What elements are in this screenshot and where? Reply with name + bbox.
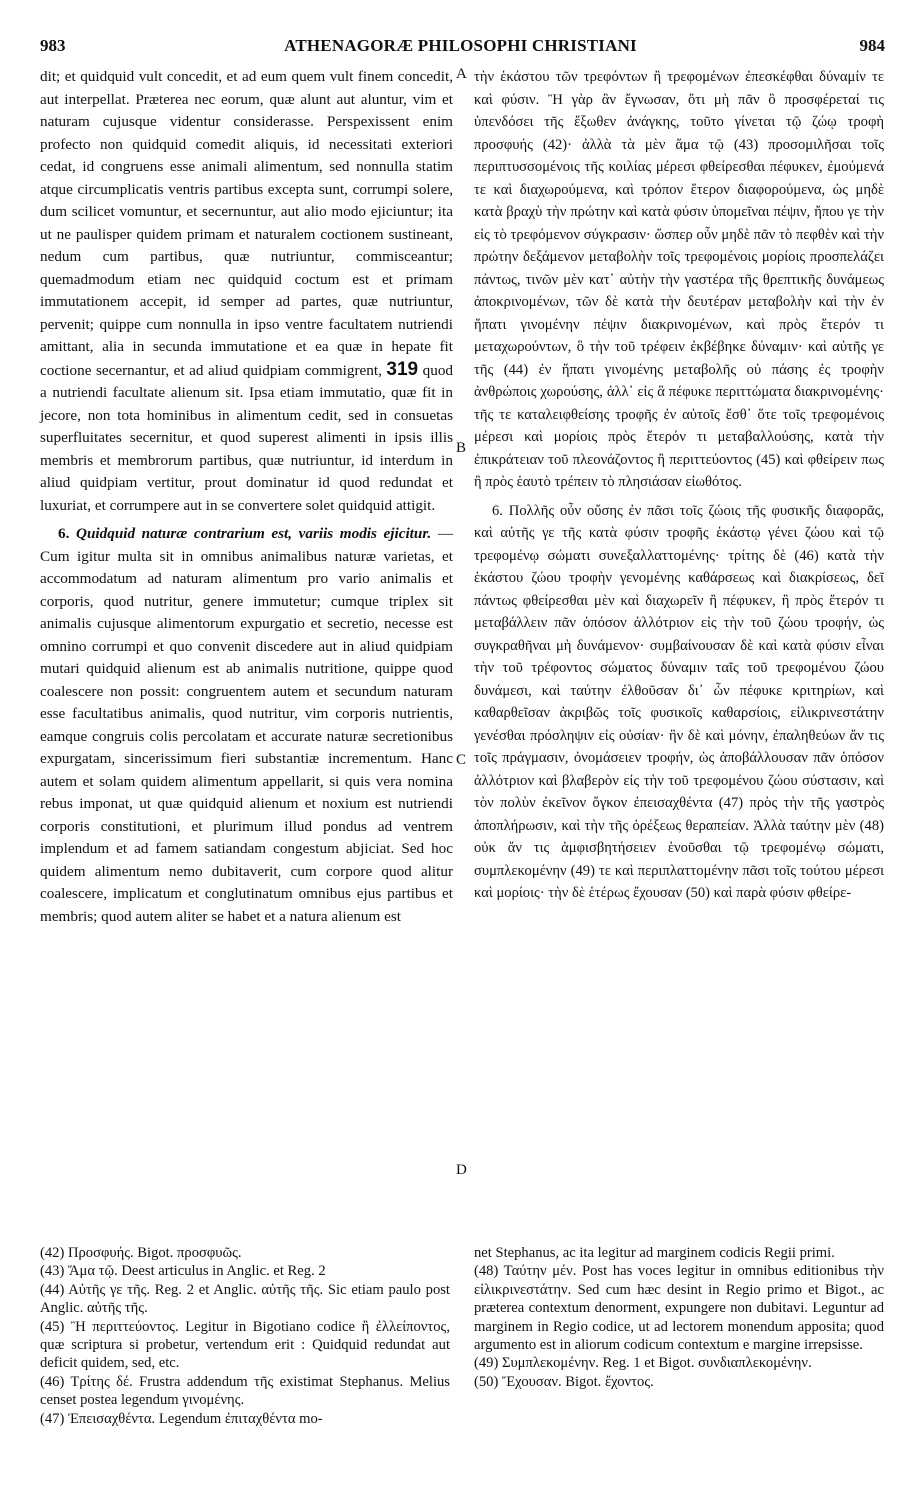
latin-paragraph-1-text: dit; et quidquid vult concedit, et ad eum quem vult finem concedit, aut interpellat. Præterea nec eorum, quæ alunt aut aluntur, vim et naturam cujusque videntur considerasse. Perspexissent enim profecto non quidquid comedit aliquis, id necessitati exteriori cedat, id congruens esse animali alimentum, sed nonnulla statim atque circumplicatis ventris partibus excepta sunt, corrumpi solere, dum scilicet vomuntur, et secernuntur, aut alio modo ejiciuntur; ita ut ne paulisper quidem primam et naturalem coctionem sustineant, nedum cum partibus, quæ nutriuntur, commisceantur; quemadmodum etiam nec quidquid coctum est et primam immutationem accepit, id semper ad partes, quæ nutriuntur, pervenit; quippe cum nonnulla in ipso ventre facultatem nutriendi amittant, alia in secunda immutatione et ea quæ in hepate fit coctione secernantur, et ad aliud quidpiam commigrent, xyxy=(40,68,453,379)
latin-column xyxy=(40,66,453,928)
greek-paragraph-1 xyxy=(474,66,884,494)
footnote-48: (48) Ταύτην μέν. Post has voces legitur in omnibus editionibus τὴν εἰλικρινεστάτην. Sed cum hæc desint in Regio primo et Bigot., ac præterea contextum denorment, expungere non dubitavi. Leguntur ad marginem in Regio codice, ut ad lectorem monendum apposita; quod argumento est in aliorum codicum contextum e margine irrepsisse. xyxy=(474,1263,884,1354)
footnote-45: (45) Ἢ περιττεύοντος. Legitur in Bigotiano codice ἢ ἐλλείποντος, quæ scriptura si probetur, vertendum erit : Quidquid redundat aut deficit quidem, sed, etc. xyxy=(40,1318,450,1372)
greek-paragraph-2-text: Πολλῆς οὖν οὔσης ἐν πᾶσι τοῖς ζώοις τῆς φυσικῆς διαφορᾶς, καὶ αὐτῆς γε τῆς κατὰ φύσιν τροφῆς ἑκάστῳ γένει ζώου καὶ τῷ τρεφομένῳ σώματι συνεξαλλαττομένης· τρίτης δὲ (46) κατὰ τὴν ἑκάστου ζώου τροφὴν γενομένης καθάρσεως καὶ διακρίσεως, δεῖ πάντως φθείρεσθαι μὲν καὶ διαχωρεῖν ἢ πέφυκεν, ἢ πρὸς ἕτερόν τι μεταβάλλειν πᾶν ὁπόσον ἀλλότριον εἰς τὴν τοῦ ζώου τροφήν, ὡς συγκραθῆναι μὴ δυνάμενον· συμβαίνουσαν δὲ καὶ κατὰ φύσιν εἶναι τὴν τοῦ τρέφοντος σώματος δύναμιν ταῖς τοῦ τρεφομένου ζώου δυνάμεσι, καὶ ταύτην ἐλθοῦσαν δι᾽ ὧν πέφυκε κριτηρίων, καὶ καθαρθεῖσαν ἀκριβῶς τοῖς φυσικοῖς καθαρσίοις, εἰλικρινεστάτην γενέσθαι πρόσληψιν εἰς οὐσίαν· ἣν δὲ καὶ μόνην, ἐπαληθεύων ἄν τις τοῖς πράγμασιν, ὀνομάσειεν τροφήν, ὡς ἀποβάλλουσαν πᾶν ὁπόσον ἀλλότριον καὶ βλαβερὸν εἰς τὴν τοῦ τρεφομένου ζώου σύστασιν, καὶ τὸν πολὺν ἐκεῖνον ὄγκον ἐπεισαχθέντα (47) πρὸς τὴν τῆς γαστρὸς ἀποπλήρωσιν, καὶ τὴν τῆς ὀρέξεως θεραπείαν. Ἀλλὰ ταύτην μὲν (48) οὐκ ἄν τις ἀμφισβητήσειεν ἑνοῦσθαι τῷ τρεφομένῳ σώματι, συμπλεκομένην (49) τε καὶ περιπλαττομένην πᾶσι τοῖς τούτου μέρεσι καὶ μορίοις· τὴν δὲ ἑτέρως ἔχουσαν (50) καὶ παρὰ φύσιν φθείρε- xyxy=(474,502,885,901)
margin-letter-b: B xyxy=(456,440,467,456)
footnotes-right xyxy=(474,1244,884,1391)
footnote-42: (42) Προσφυής. Bigot. προσφυῶς. xyxy=(40,1245,242,1261)
left-page-number: 983 xyxy=(40,36,66,55)
footnote-44: (44) Αὐτῆς γε τῆς. Reg. 2 et Anglic. αὐτῆς τῆς. Sic etiam paulo post Anglic. αὐτῆς τῆς. xyxy=(40,1281,450,1317)
greek-section-number: 6. xyxy=(492,502,503,519)
greek-paragraph-1-text: τὴν ἑκάστου τῶν τρεφόντων ἢ τρεφομένων ἐπεσκέφθαι δύναμίν τε καὶ φύσιν. Ἢ γὰρ ἂν ἔγνωσαν, ὅτι μὴ πᾶν ὃ προσφέρεταί τις ὑπενδόσει τῆς ἔξωθεν ἀνάγκης, τοῦτο γίνεται τῷ ζώῳ τροφὴ προσφυής (42)· ἀλλὰ τὰ μὲν ἅμα τῷ (43) προσομιλῆσαι τοῖς περιπτυσσομένοις τῆς κοιλίας μέρεσι φθείρεσθαι πέφυκεν, ἐμούμενά τε καὶ διαχωρούμενα, καὶ τρόπον ἕτερον διαφορούμενα, ὡς μηδὲ κατὰ βραχὺ τὴν πρώτην καὶ κατὰ φύσιν ὑπομεῖναι πέψιν, ἤπου γε τὴν εἰς τὸ τρεφόμενον σύγκρασιν· ὥσπερ οὖν μηδὲ πᾶν τὸ πεφθὲν καὶ τὴν πρώτην δεξάμενον μεταβολὴν τοῖς τρεφομένοις μορίοις προσπελάζει πάντως, τινῶν μὲν κατ᾽ αὐτὴν τὴν γαστέρα τῆς θρεπτικῆς δυνάμεως ἀποκρινομένων, τῶν δὲ κατὰ τὴν δευτέραν μεταβολὴν καὶ τὴν ἐν ἥπατι γινομένην πέψιν διακρινομένων, καὶ πρὸς ἕτερόν τι μεταχωρούντων, ὃ τὴν τοῦ τρέφειν ἐκβέβηκε δύναμιν· καὶ αὐτῆς γε τῆς (44) ἐν ἥπατι γινομένης μεταβολῆς οὐ πάσης ἐς τροφὴν ἀνθρώποις χωρούσης, ἀλλ᾽ εἰς ἃ πέφυκε περιττώματα διακρινομένης· τῆς τε καταλειφθείσης τροφῆς ἐν αὐτοῖς ἔσθ᾽ ὅτε τοῖς τρεφομένοις μέρεσι καὶ μορίοις πρὸς ἕτερόν τι μεταβαλλούσης, κατὰ τὴν ἐπικράτειαν τοῦ πλεονάζοντος ἢ περιττεύοντος (45) καὶ φθείρειν πως ἢ πρὸς ἑαυτὸ τρέπειν τὸ πλησιάσαν εἰωθότος. xyxy=(474,69,884,490)
footnotes-left xyxy=(40,1244,450,1428)
latin-paragraph-1-end: quod a nutriendi facultate alienum sit. Ipsa etiam immutatio, quæ fit in jecore, non tota hominibus in alimentum cedit, sed in consuetas superfluitates secernitur, et quod superest alimenti in ipsis illis membris et membrorum partibus, quæ nutriuntur, id interdum in aliud quidpiam vertitur, prout dominatur id quod redundat et luxuriat, et corrumpere aut in se convertere solet quidquid attigit. xyxy=(40,361,454,514)
margin-letter-d: D xyxy=(456,1162,467,1178)
greek-column xyxy=(474,66,884,905)
footnote-50: (50) Ἔχουσαν. Bigot. ἔχοντος. xyxy=(474,1373,654,1390)
latin-section-title: Quidquid naturæ contrarium est, variis modis ejicitur. xyxy=(76,525,432,542)
margin-letter-c: C xyxy=(456,752,467,768)
latin-section-number: 6. xyxy=(58,525,70,542)
footnote-47: (47) Ἐπεισαχθέντα. Legendum ἐπιταχθέντα mo- xyxy=(40,1410,323,1427)
column-number: 319 xyxy=(386,358,419,380)
latin-paragraph-2-text: — Cum igitur multa sit in omnibus animalibus naturæ varietas, et accommodatum ad naturam alimentum pro vario animalis et corporis, quod nutritur, genere immutetur; cumque triplex sit animalis cujusque alimentorum expurgatio et secretio, necesse est omnino corrumpi et quo convenit discedere aut in aliud quidpiam mutari quidquid alienum est ab animalis nutritione, quippe quod coalescere non possit: congruentem autem et secundum naturam esse facultatibus animalis, quod nutritur, vim corporis nutrientis, eamque congruis colis percolatam et accurate naturæ secretionibus expurgatam, sincerissimum fieri substantiæ incrementum. Hanc autem et solam quidem alimentum appellarit, si quis vera nomina rebus imponat, ut quæ quidquid alienum et noxium est nutriendi corporis constitutioni, et plurimum illud pondus ad ventrem implendum et ad famem satiandam congestum abjiciat. Sed hoc quidem alimentum nemo dubitaverit, cum corpore quod alitur coalescere, implicatum et conglutinatum omnibus ejus partibus et membris; quod autem aliter se habet et a natura alienum est xyxy=(40,525,454,925)
footnote-46: (46) Τρίτης δέ. Frustra addendum τῆς existimat Stephanus. Melius censet postea legendum γινομένης. xyxy=(40,1373,450,1409)
right-page-number: 984 xyxy=(859,36,885,55)
footnote-47-continued: net Stephanus, ac ita legitur ad marginem codicis Regii primi. xyxy=(474,1245,835,1261)
page-header xyxy=(0,22,921,55)
greek-paragraph-2 xyxy=(474,500,884,905)
margin-letter-a: A xyxy=(456,66,467,82)
footnote-43: (43) Ἅμα τῷ. Deest articulus in Anglic. et Reg. 2 xyxy=(40,1263,326,1280)
running-title: ATHENAGORÆ PHILOSOPHI CHRISTIANI xyxy=(284,36,637,55)
latin-paragraph-2 xyxy=(40,523,453,928)
latin-paragraph-1 xyxy=(40,66,453,517)
footnote-49: (49) Συμπλεκομένην. Reg. 1 et Bigot. συνδιαπλεκομένην. xyxy=(474,1355,812,1372)
